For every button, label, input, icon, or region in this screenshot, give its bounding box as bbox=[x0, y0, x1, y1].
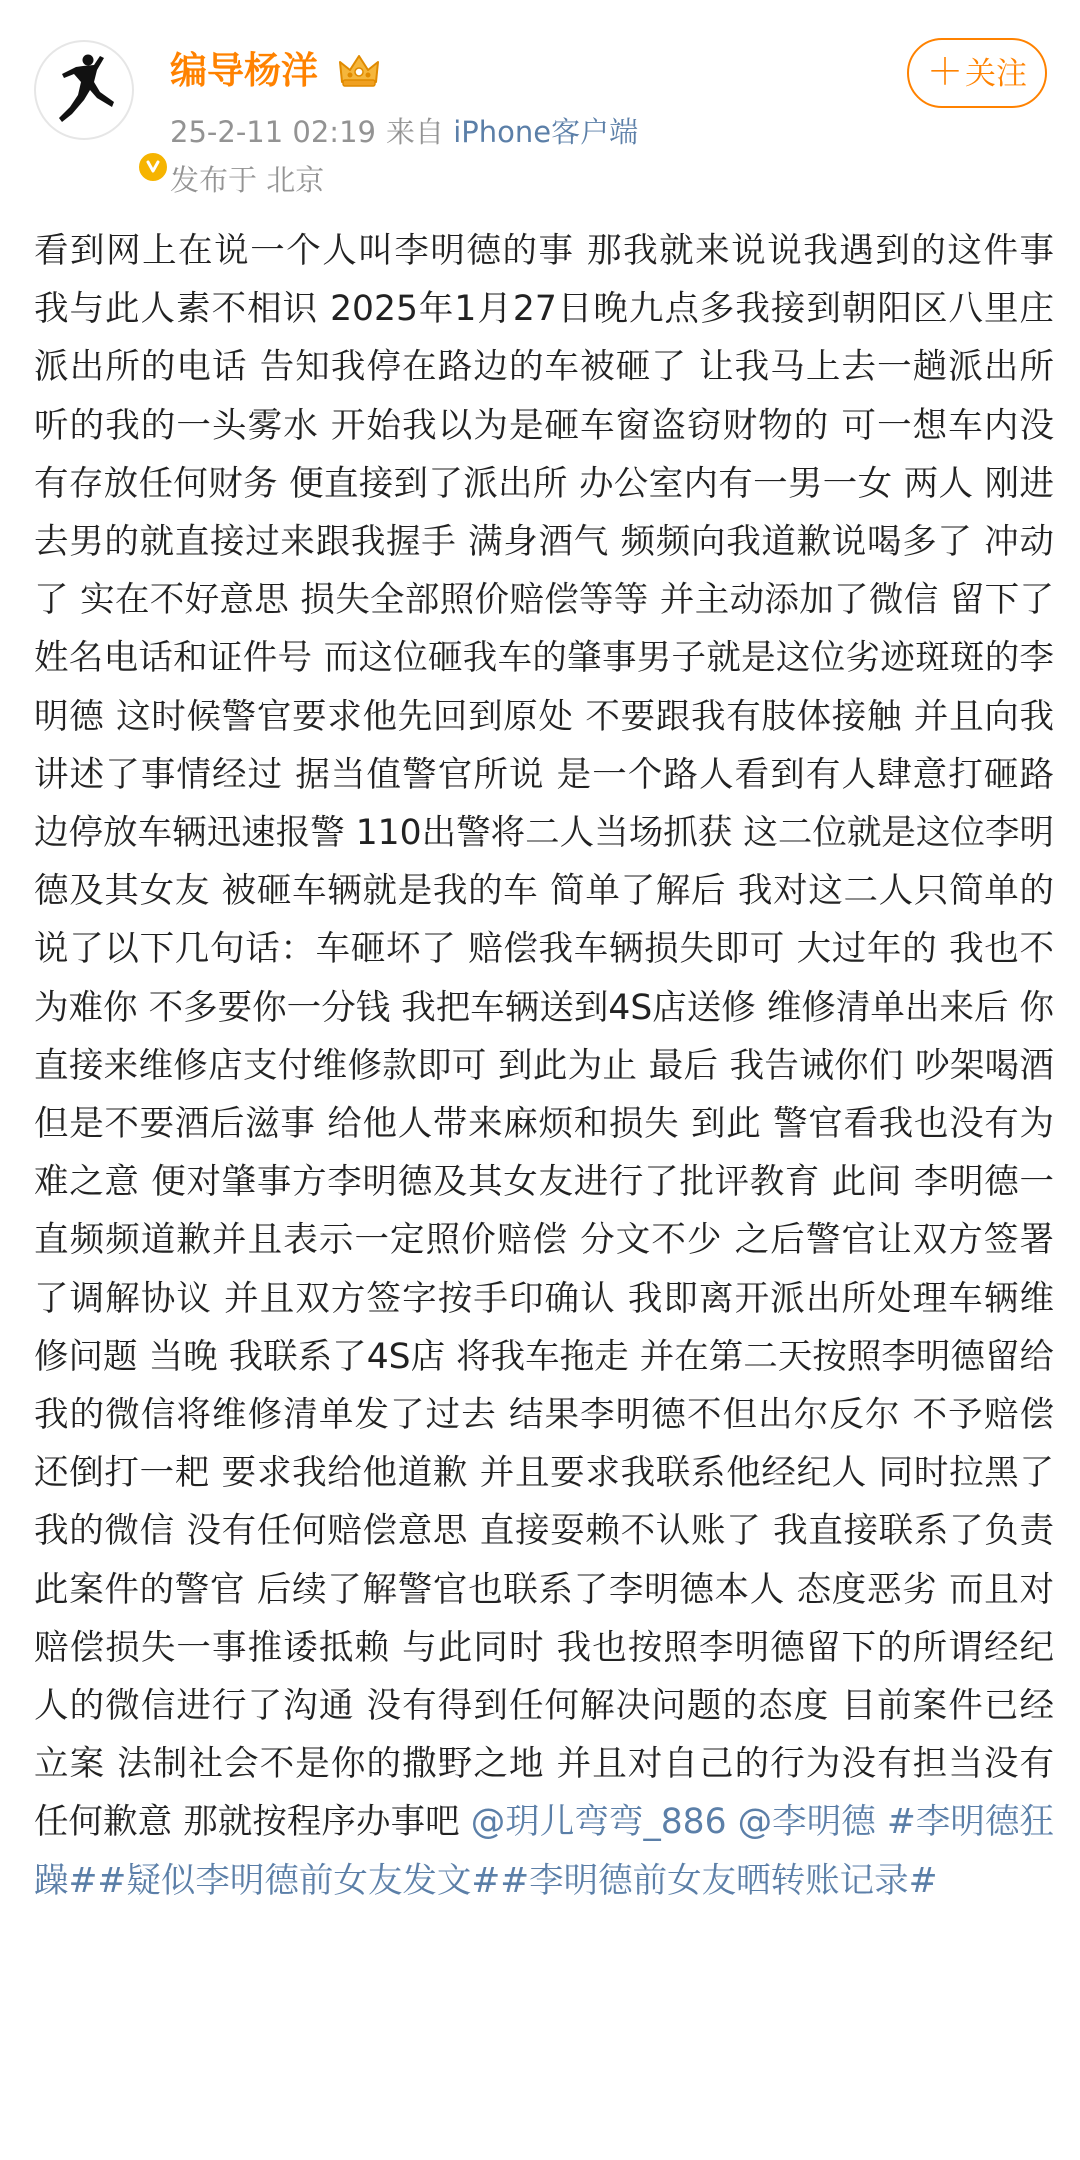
mention-link[interactable]: @玥儿弯弯_886 bbox=[470, 1802, 727, 1843]
post-meta bbox=[170, 112, 638, 152]
follow-label: 关注 bbox=[965, 56, 1027, 92]
link-separator bbox=[876, 1802, 887, 1842]
avatar[interactable] bbox=[34, 40, 134, 140]
location: 发布于 北京 bbox=[170, 163, 325, 197]
timestamp: 25-2-11 02:19 bbox=[170, 115, 376, 149]
plus-icon: ＋ bbox=[926, 52, 963, 93]
hashtag-link[interactable]: #李明德狂躁# bbox=[34, 1802, 1055, 1901]
crown-icon[interactable] bbox=[338, 52, 380, 88]
hashtag-link[interactable]: #李明德前女友晒转账记录# bbox=[500, 1860, 938, 1901]
verified-badge-icon bbox=[136, 150, 170, 184]
link-separator bbox=[727, 1802, 738, 1842]
jumpman-logo-icon bbox=[50, 52, 122, 132]
post-header bbox=[0, 0, 1080, 200]
mention-link[interactable]: @李明德 bbox=[737, 1802, 876, 1843]
follow-button[interactable] bbox=[907, 38, 1047, 108]
source-label: 来自 bbox=[385, 115, 444, 149]
post-text: 看到网上在说一个人叫李明德的事 那我就来说说我遇到的这件事 我与此人素不相识 2025年1月27日晚九点多我接到朝阳区八里庄派出所的电话 告知我停在路边的车被砸了 让我马上去一趟派出所 听的我的一头雾水 开始我以为是砸车窗盗窃财物的 可一想车内没有存放任何财务 便直接到了派出所 办公室内有一男一女 两人 刚进去男的就直接过来跟我握手 满身酒气 频频向我道歉说喝多了 冲动了 实在不好意思 损失全部照价赔偿等等 并主动添加了微信 留下了姓名电话和证件号 而这位砸我车的肇事男子就是这位劣迹斑斑的李明德 这时候警官要求他先回到原处 不要跟我有肢体接触 并且向我讲述了事情经过 据当值警官所说 是一个路人看到有人肆意打砸路边停放车辆迅速报警 110出警将二人当场抓获 这二位就是这位李明德及其女友 被砸车辆就是我的车 简单了解后 我对这二人只简单的说了以下几句话：车砸坏了 赔偿我车辆损失即可 大过年的 我也不为难你 不多要你一分钱 我把车辆送到4S店送修 维修清单出来后 你直接来维修店支付维修款即可 到此为止 最后 我告诫你们 吵架喝酒但是不要酒后滋事 给他人带来麻烦和损失 到此 警官看我也没有为难之意 便对肇事方李明德及其女友进行了批评教育 此间 李明德一直频频道歉并且表示一定照价赔偿 分文不少 之后警官让双方签署了调解协议 并且双方签字按手印确认 我即离开派出所处理车辆维修问题 当晚 我联系了4S店 将我车拖走 并在第二天按照李明德留给我的微信将维修清单发了过去 结果李明德不但出尔反尔 不予赔偿 还倒打一耙 要求我给他道歉 并且要求我联系他经纪人 同时拉黑了我的微信 没有任何赔偿意思 直接耍赖不认账了 我直接联系了负责此案件的警官 后续了解警官也联系了李明德本人 态度恶劣 而且对赔偿损失一事推诿抵赖 与此同时 我也按照李明德留下的所谓经纪人的微信进行了沟通 没有得到任何解决问题的态度 目前案件已经立案 法制社会不是你的撒野之地 并且对自己的行为没有担当没有任何歉意 那就按程序办事吧 bbox=[34, 231, 1054, 1843]
source-link[interactable]: iPhone客户端 bbox=[453, 115, 639, 149]
post-body bbox=[34, 222, 1054, 1910]
hashtag-link[interactable]: #疑似李明德前女友发文# bbox=[97, 1860, 501, 1901]
username[interactable]: 编导杨洋 bbox=[170, 49, 318, 92]
